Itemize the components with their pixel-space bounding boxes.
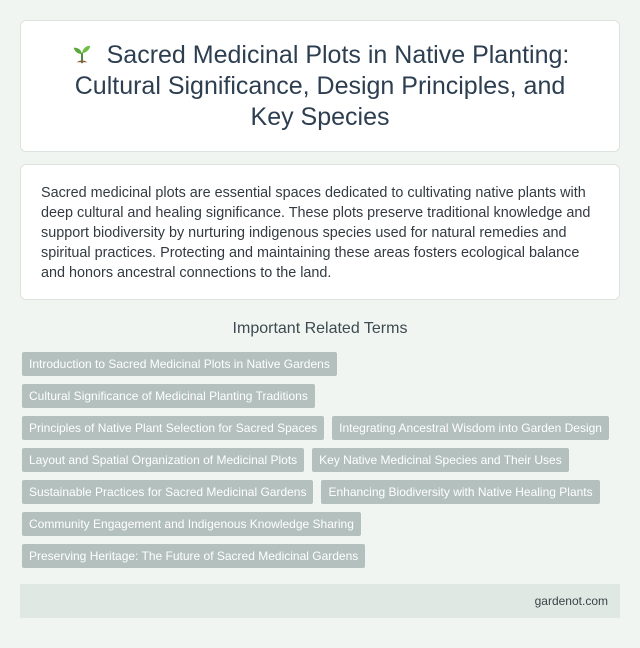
related-term-tag[interactable]: Cultural Significance of Medicinal Planting Traditions — [22, 384, 315, 408]
intro-text: Sacred medicinal plots are essential spaces dedicated to cultivating native plants with deep cultural and healing significance. These plots preserve traditional knowledge and support biodiversity by nurturing indigenous species used for natural remedies and spiritual practices. Protecting and maintaining these areas fosters ecological balance and honors ancestral connections to the land. — [41, 185, 591, 281]
related-terms-heading: Important Related Terms — [232, 320, 408, 337]
page-title — [61, 40, 579, 133]
related-term-tag[interactable]: Principles of Native Plant Selection for Sacred Spaces — [22, 416, 324, 440]
footer — [20, 584, 620, 618]
related-term-tag[interactable]: Key Native Medicinal Species and Their Uses — [312, 448, 569, 472]
footer-site: gardenot.com — [534, 594, 608, 608]
sprout-icon — [71, 43, 93, 65]
page-title-text: Sacred Medicinal Plots in Native Planting: Cultural Significance, Design Principles, and Key Species — [74, 40, 570, 131]
related-term-tag[interactable]: Integrating Ancestral Wisdom into Garden Design — [332, 416, 609, 440]
related-term-tag[interactable]: Enhancing Biodiversity with Native Healing Plants — [321, 480, 599, 504]
intro-card — [20, 164, 620, 300]
related-term-tag[interactable]: Introduction to Sacred Medicinal Plots in Native Gardens — [22, 352, 337, 376]
related-terms-list — [22, 352, 622, 568]
related-term-tag[interactable]: Sustainable Practices for Sacred Medicinal Gardens — [22, 480, 313, 504]
title-card — [20, 20, 620, 152]
related-term-tag[interactable]: Preserving Heritage: The Future of Sacred Medicinal Gardens — [22, 544, 365, 568]
related-term-tag[interactable]: Layout and Spatial Organization of Medicinal Plots — [22, 448, 304, 472]
related-term-tag[interactable]: Community Engagement and Indigenous Knowledge Sharing — [22, 512, 361, 536]
